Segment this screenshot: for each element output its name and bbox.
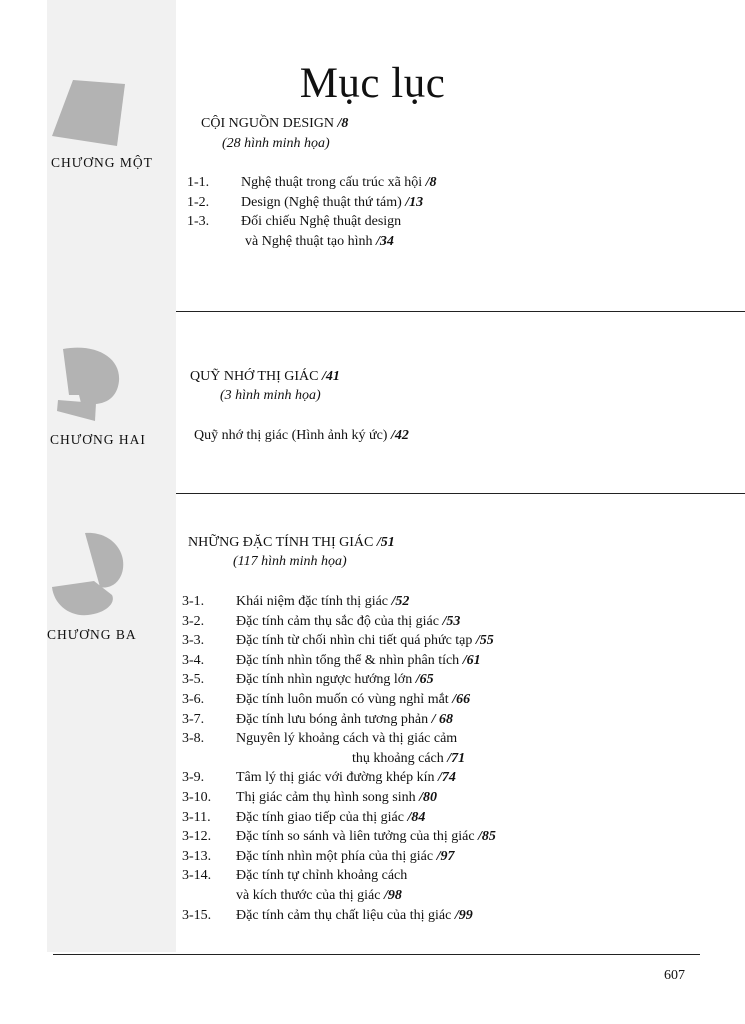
chapter-two-shape-icon [55,345,125,423]
chapter-one-shape-icon [50,76,128,148]
chapter-three-entries [182,592,542,925]
toc-entry[interactable]: 3-8. Nguyên lý khoảng cách và thị giác cảm thụ khoảng cách /71 [182,731,466,766]
chapter-one-subtitle: (28 hình minh họa) [222,136,330,151]
toc-entry[interactable]: 1-2. Design (Nghệ thuật thứ tám) /13 [187,194,424,210]
toc-entry[interactable]: 3-1. Khái niệm đặc tính thị giác /52 [182,594,410,609]
toc-entry[interactable]: 3-10. Thị giác cảm thụ hình song sinh /80 [182,789,438,805]
chapter-three-label: CHƯƠNG BA [47,627,137,642]
toc-entry[interactable]: 3-3. Đặc tính từ chối nhìn chi tiết quá phức tạp /55 [182,633,494,649]
section-divider [176,311,745,312]
toc-entry[interactable]: 1-1. Nghệ thuật trong cấu trúc xã hội /8 [187,175,437,190]
toc-entry[interactable]: 3-12. Đặc tính so sánh và liên tưởng của thị giác /85 [182,829,496,845]
toc-entry[interactable]: Quỹ nhớ thị giác (Hình ảnh ký ức) /42 [194,428,409,443]
chapter-two-subtitle: (3 hình minh họa) [220,388,321,403]
toc-entry[interactable]: 3-2. Đặc tính cảm thụ sắc độ của thị giác /53 [182,613,461,629]
chapter-one-page: /8 [337,116,349,131]
toc-entry[interactable]: 3-11. Đặc tính giao tiếp của thị giác /84 [182,809,426,825]
section-divider [176,493,745,494]
chapter-three-page: /51 [376,535,395,550]
chapter-three-title: NHỮNG ĐẶC TÍNH THỊ GIÁC /51 [188,535,395,550]
page-title: Mục lục [299,60,446,107]
chapter-two-label: CHƯƠNG HAI [50,432,146,447]
footer-divider [53,954,700,955]
toc-entry[interactable]: 3-5. Đặc tính nhìn ngược hướng lớn /65 [182,672,434,688]
toc-entry[interactable]: 3-14. Đặc tính tự chỉnh khoảng cách và kích thước của thị giác /98 [182,868,408,903]
chapter-three-subtitle: (117 hình minh họa) [233,554,347,569]
toc-entry[interactable]: 3-4. Đặc tính nhìn tổng thể & nhìn phân tích /61 [182,652,481,668]
toc-entry[interactable]: 3-9. Tâm lý thị giác với đường khép kín /74 [182,770,456,786]
chapter-one-entries [187,173,477,251]
toc-entry[interactable]: 3-6. Đặc tính luôn muốn có vùng nghỉ mắt /66 [182,691,471,707]
chapter-one-title: CỘI NGUỒN DESIGN /8 [201,116,349,131]
chapter-one-label: CHƯƠNG MỘT [51,155,153,170]
chapter-two-page: /41 [321,369,340,384]
toc-entry[interactable]: 3-15. Đặc tính cảm thụ chất liệu của thị giác /99 [182,907,473,923]
toc-entry[interactable]: 3-13. Đặc tính nhìn một phía của thị giác /97 [182,848,455,864]
chapter-two-title: QUỸ NHỚ THỊ GIÁC /41 [190,369,340,384]
toc-entry[interactable]: 1-3. Đối chiếu Nghệ thuật design và Nghệ thuật tạo hình /34 [187,214,402,249]
page-number: 607 [664,968,685,983]
toc-entry[interactable]: 3-7. Đặc tính lưu bóng ảnh tương phản / 68 [182,711,453,727]
chapter-three-shape-icon [50,531,132,619]
chapter-two-entries [194,426,484,446]
